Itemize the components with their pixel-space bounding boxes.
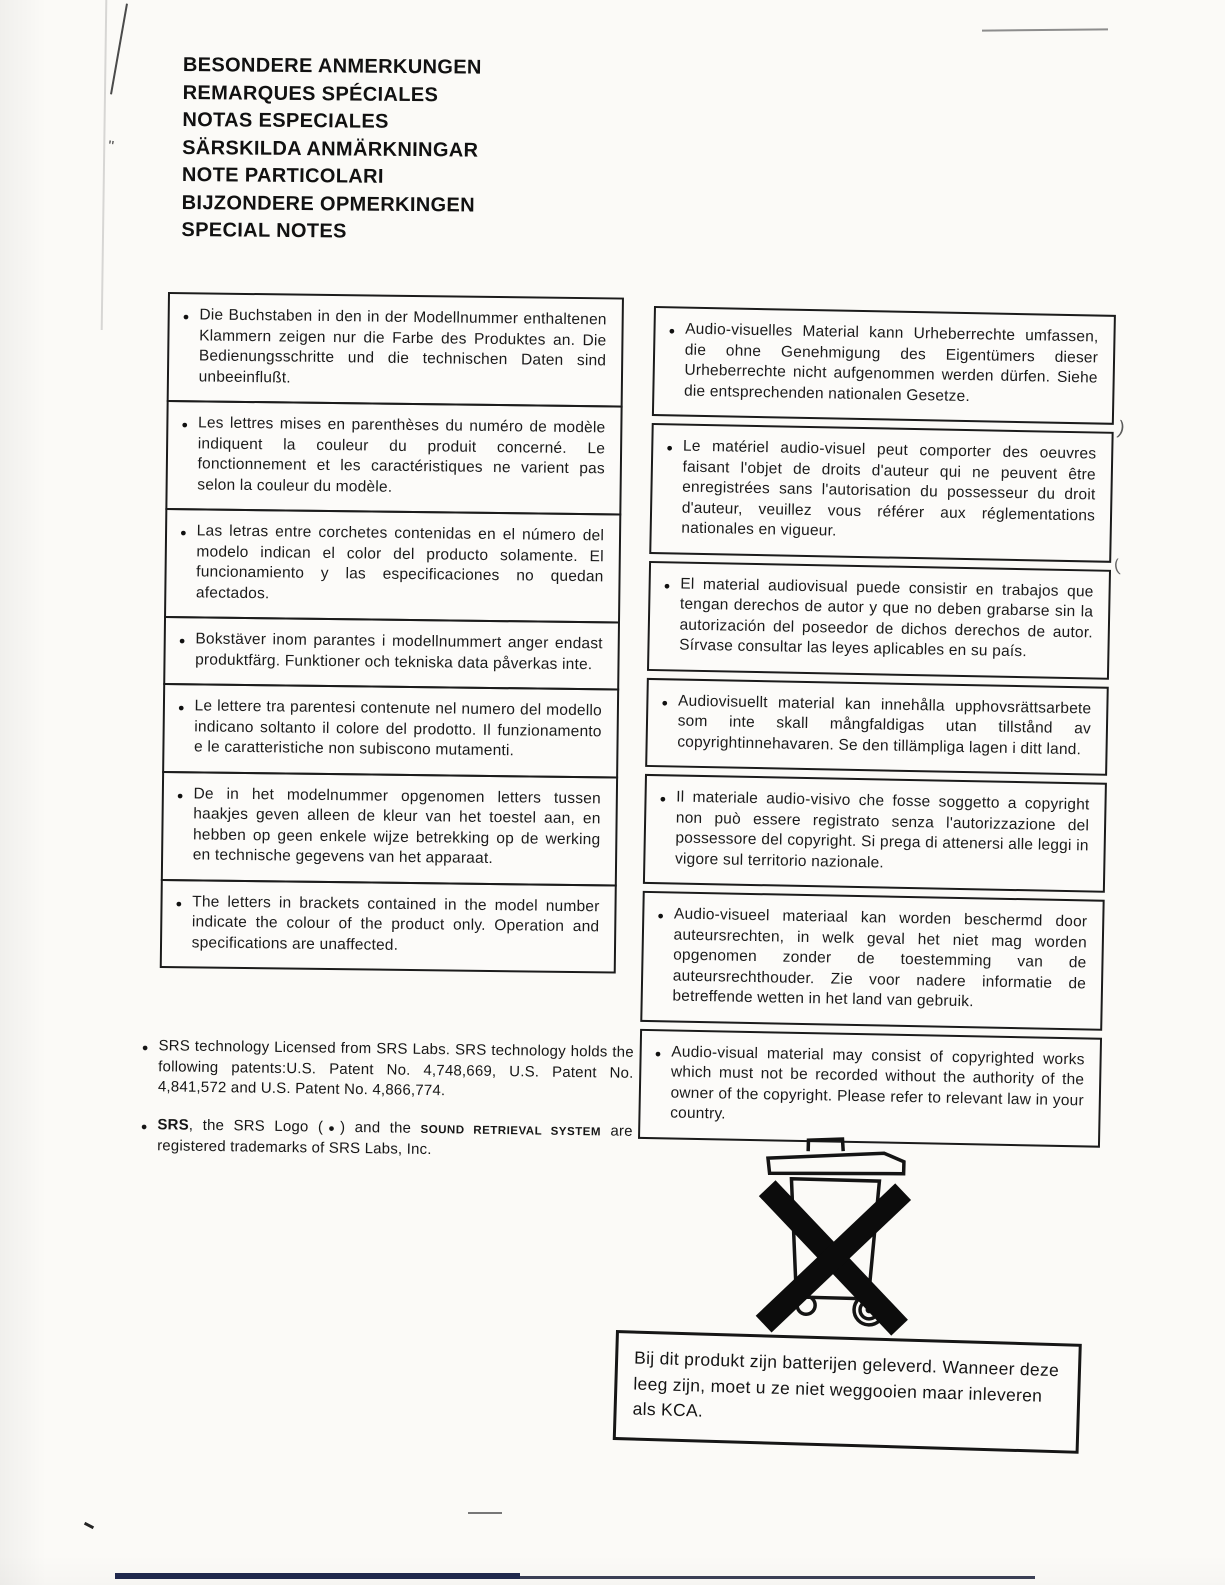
title-line-nl: BIJZONDERE OPMERKINGEN [181,191,476,217]
bullet-icon: ● [141,1041,149,1055]
note-model-colour-es [164,508,621,624]
note-copyright-it [643,774,1107,893]
bin-handle [808,1138,843,1152]
srs-trademark-text: are registered trademarks of SRS Labs, Inc. [157,1121,633,1159]
srs-patent-note: SRS technology Licensed from SRS Labs. SRS technology holds the following patents:U.S. Patent No. 4,748,669, U.S. Patent No. 4,841,572 and U.S. Patent No. 4,866,774. [157,1037,634,1100]
bullet-icon: ● [657,910,665,923]
note-copyright-nl [640,891,1104,1030]
bullet-icon: ● [140,1120,148,1133]
scan-margin-mark: ) [1115,417,1127,440]
note-text: De in het modelnummer opgenomen letters tussen haakjes geven alleen de kleur van het toestel aan, en hebben op geen enkele wijze betrekking op de werking en technische gegevens van het apparaat. [192,784,601,868]
scan-bottom-dash [468,1512,502,1514]
scan-bottom-bar [115,1573,520,1579]
bullet-icon: ● [177,702,185,715]
bin-lid [768,1150,905,1177]
battery-return-notice [613,1330,1082,1453]
scan-tick-marks: '' [106,137,115,156]
scan-corner-crease [110,4,128,95]
note-copyright-es [647,560,1111,679]
note-text: Le lettere tra parentesi contenute nel numero del modello indicano soltanto il colore del prodotto. Il funzionamento e le caratteristiche non subiscono mutamenti. [193,697,603,760]
bullet-icon: ● [668,325,676,338]
note-model-colour-it [162,683,619,778]
title-line-de: BESONDERE ANMERKUNGEN [182,53,482,79]
bullet-icon: ● [654,1047,662,1060]
battery-return-text: Bij dit produkt zijn batterijen geleverd. Wanneer deze leeg zijn, moet u ze niet weggooien maar inleveren als KCA. [632,1347,1060,1421]
srs-trademark-note [157,1115,633,1164]
bullet-icon: ● [661,696,669,709]
srs-trademark-text: , the SRS Logo ( [188,1116,324,1136]
bullet-icon: ● [179,527,187,540]
scan-bottom-mark [84,1522,94,1529]
note-model-colour-de [167,292,624,408]
note-text: Audiovisuellt material kan innehålla upphovsrättsarbete som inte skall mångfaldigas utan tillstånd av copyrightinnehavaren. Se den tillämpliga lagen i ditt land. [677,692,1092,758]
note-copyright-fr [649,423,1113,562]
title-line-fr: REMARQUES SPÉCIALES [182,81,439,106]
scan-margin-mark: ( [1112,555,1121,576]
srs-notes [140,1036,634,1180]
note-model-colour-en [160,878,617,973]
srs-system-name: SOUND RETRIEVAL SYSTEM [420,1123,602,1138]
note-copyright-sv [645,677,1109,775]
note-text: Die Buchstaben in den in der Modellnummer enthaltenen Klammern zeigen nur die Farbe des Produktes an. Die Bedienungsschritte und die technischen Daten sind unbeeinflußt. [198,306,607,387]
notes-column-model-colour [160,292,624,974]
bullet-icon: ● [175,897,183,910]
srs-trademark-text: ) and the [339,1118,421,1137]
note-text: Il materiale audio-visivo che fosse soggetto a copyright non può essere registrato senza l'autorizzazione del possessore del copyright. Si prega di attenersi alle leggi in vigore sul territorio nazionale. [674,788,1090,872]
note-text: Audio-visual material may consist of copyrighted works which must not be recorded without the authority of the owner of the copyright. Please refer to relevant law in your country. [670,1042,1085,1123]
note-text: Le matériel audio-visuel peut comporter des oeuvres faisant l'objet de droits d'auteur qui ne peuvent être enregistrées sans l'autorisation du possesseur du droit d'auteur, veuillez vous référer aux réglementations nationales en vigueur. [681,437,1097,540]
scan-edge-shadow [101,0,108,330]
srs-trademark-note-row [140,1114,633,1163]
note-model-colour-nl [161,770,618,886]
note-model-colour-sv [163,616,620,691]
bullet-icon: ● [659,793,667,806]
title-line-sv: SÄRSKILDA ANMÄRKNINGAR [182,136,479,162]
title-line-it: NOTE PARTICOLARI [181,163,384,188]
bullet-icon: ● [176,789,184,802]
notes-column-copyright [638,306,1116,1147]
note-text: Bokstäver inom parantes i modellnummert anger endast produktfärg. Funktioner och tekniska data påverkas inte. [195,630,603,673]
srs-brand: SRS [157,1115,189,1134]
note-text: El material audiovisual puede consistir en trabajos que tengan derechos de autor y que no deben grabarse sin la autorización del poseedor de dichos derechos de autor. Sírvase consultar las leyes aplicables en su país. [678,575,1094,661]
scan-bottom-bar [520,1576,1035,1579]
crossed-out-wheeled-bin-icon [749,1124,925,1345]
note-text: Audio-visuelles Material kann Urheberrechte umfassen, die ohne Genehmigung des Eigentümers dieser Urheberrechte nicht aufgenommen werden dürfen. Siehe die entsprechenden nationalen Gesetze. [683,320,1099,405]
note-text: Audio-visueel materiaal kan worden beschermd door auteursrechten, in welk geval het niet mag worden opgenomen zonder de toestemming van de auteursrechthouder. Zie voor nadere informatie de betreffende wetten in het land van gebruik. [672,905,1088,1011]
bullet-icon: ● [181,419,189,432]
bullet-icon: ● [666,442,674,455]
page-title [181,52,482,247]
note-model-colour-fr [165,400,622,516]
scan-top-dash [982,28,1108,31]
srs-logo-icon: ● [323,1122,341,1135]
title-line-en: SPECIAL NOTES [181,218,347,243]
note-text: Les lettres mises en parenthèses du numéro de modèle indiquent la couleur du produit concerné. Le fonctionnement et les caractéristiques ne varient pas selon la couleur du modèle. [197,414,606,496]
bullet-icon: ● [663,579,671,592]
note-copyright-de [652,306,1116,425]
srs-patent-note-row [141,1036,634,1104]
bullet-icon: ● [178,635,186,648]
title-line-es: NOTAS ESPECIALES [182,108,389,133]
note-text: The letters in brackets contained in the model number indicate the colour of the product only. Operation and specifications are unaffected. [191,892,600,954]
bullet-icon: ● [182,311,190,324]
note-text: Las letras entre corchetes contenidas en el número del modelo indican el color del producto solamente. El funcionamiento y las especificaciones no quedan afectados. [195,522,605,602]
